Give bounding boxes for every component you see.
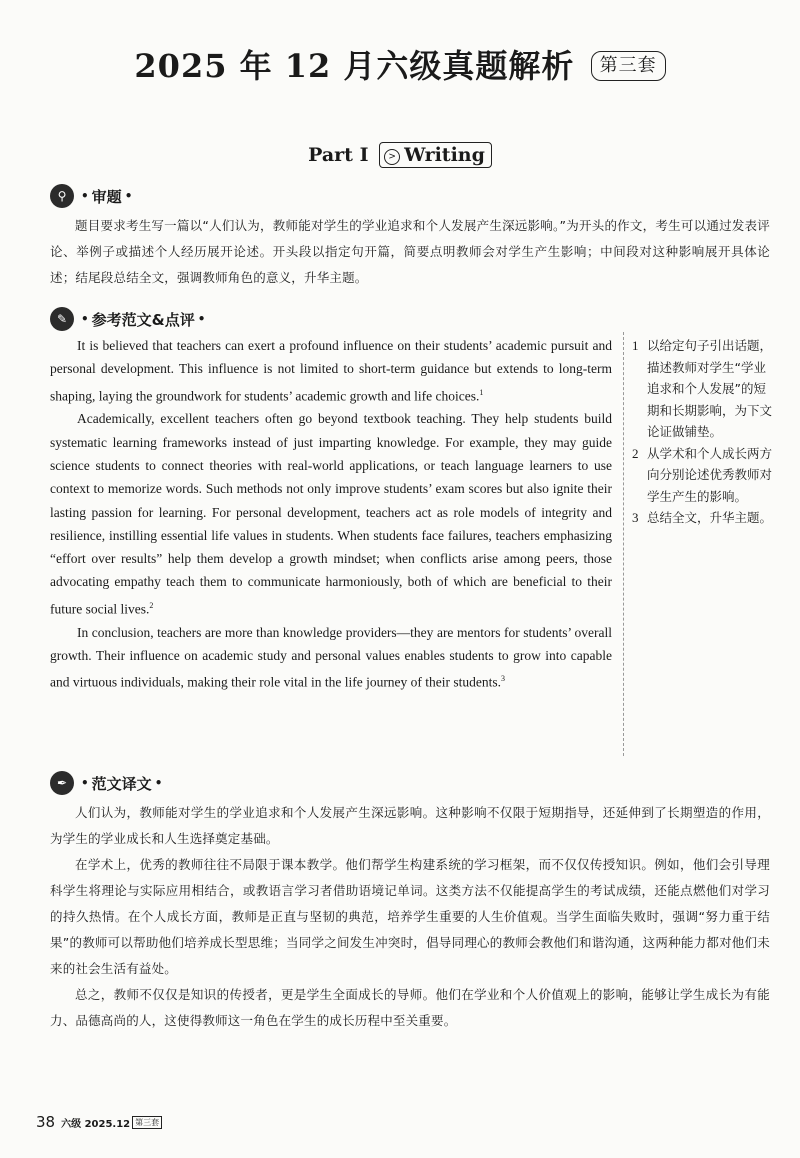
pencil-icon: ✎: [50, 307, 74, 331]
note-marker-1: 1: [479, 387, 484, 397]
notes-divider: [623, 332, 624, 756]
page-title: [0, 44, 800, 88]
page-footer: [36, 1113, 162, 1131]
part-name-box: [379, 142, 492, 168]
essay-paragraph-2: Academically, excellent teachers often go beyond textbook teaching. They help students build systematic learning frameworks instead of just imparting knowledge. For example, they may guide science students to connect theories with real-world applications, or teach language learners to use context to memorize words. Such methods not only improve students’ exam scores but also ignite their lasting passion for learning. For personal development, teachers act as role models of integrity and resilience, instilling essential life values in students. When students face failures, teachers emphasizing “effort over results” help them develop a growth mindset; when conflicts arise among peers, those advocating empathy teach them to communicate harmoniously, both of which are beneficial to their future social lives.$^2$: [50, 411, 612, 617]
section-label-yiwen: 范文译文: [91, 774, 152, 793]
note-1: 1 以给定句子引出话题，描述教师对学生“学业追求和个人发展”的短期和长期影响，为下文论证做铺垫。: [632, 338, 773, 439]
translation-paragraph-2: 在学术上，优秀的教师往往不局限于课本教学。他们帮学生构建系统的学习框架，而不仅仅传授知识。例如，他们会引导理科学生将理论与实际应用相结合，或教语言学习者借助语境记单词。这类方法不仅能提高学生的考试成绩，还能点燃他们对学习的持久热情。在个人成长方面，教师是正直与坚韧的典范，培养学生重要的人生价值观。当学生面临失败时，强调“努力重于结果”的教师可以帮助他们培养成长型思维；当同学之间发生冲突时，倡导同理心的教师会教他们和谐沟通，这两种能力都对他们未来的社会生活有益处。: [50, 857, 770, 976]
note-2: 2 从学术和个人成长两方向分别论述优秀教师对学生产生的影响。: [632, 445, 773, 504]
section-heading-shenti: ⚲ • 审题 •: [50, 183, 135, 209]
shenti-paragraph: 题目要求考生写一篇以“人们认为，教师能对学生的学业追求和个人发展产生深远影响。”为开头的作文，考生可以通过发表评论、举例子或描述个人经历展开论述。开头段以指定句开篇，简要点明教师会对学生产生影响；中间段对这种影响展开具体论述；结尾段总结全文，强调教师角色的意义，升华主题。: [50, 218, 770, 285]
chevron-right-icon: >: [384, 149, 400, 165]
part-heading: [0, 141, 800, 169]
part-label: Part I: [308, 144, 369, 166]
translation-text: [50, 800, 770, 1034]
essay-paragraph-1: It is believed that teachers can exert a profound influence on their students’ academic pursuit and personal development. This influence is not limited to short-term guidance but extends to long-term shaping, laying the groundwork for students’ academic growth and life choices.$^1$: [50, 338, 612, 404]
section-label-fanwen: 参考范文&点评: [91, 310, 195, 329]
translation-paragraph-3: 总之，教师不仅仅是知识的传授者，更是学生全面成长的导师。他们在学业和个人价值观上的影响，能够让学生成长为有能力、品德高尚的人，这使得教师这一角色在学生的成长历程中至关重要。: [50, 987, 770, 1028]
note-marker-2: 2: [149, 600, 154, 610]
page-number: 38: [36, 1113, 56, 1131]
note-3: 3 总结全文，升华主题。: [632, 510, 773, 525]
quill-icon: ✒: [50, 771, 74, 795]
set-badge: 第三套: [591, 51, 666, 81]
section-label-shenti: 审题: [91, 187, 122, 206]
footer-set-badge: 第三套: [132, 1116, 162, 1129]
commentary-notes: [632, 335, 772, 529]
essay-paragraph-3: In conclusion, teachers are more than knowledge providers—they are mentors for students’ overall growth. Their influence on academic study and personal values enables students to grow into capable and virtuous individuals, making their role vital in the life journey of their students.$^3$: [50, 624, 612, 690]
page-title-text: 2025 年 12 月六级真题解析: [134, 47, 575, 85]
note-marker-3: 3: [501, 674, 506, 684]
shenti-text: [50, 213, 770, 291]
magnifier-icon: ⚲: [50, 184, 74, 208]
translation-paragraph-1: 人们认为，教师能对学生的学业追求和个人发展产生深远影响。这种影响不仅限于短期指导，还延伸到了长期塑造的作用，为学生的学业成长和人生选择奠定基础。: [50, 805, 770, 846]
part-name: Writing: [404, 144, 485, 166]
sample-essay: [50, 334, 612, 694]
footer-info: 六级 2025.12: [61, 1118, 131, 1130]
section-heading-yiwen: ✒ • 范文译文 •: [50, 770, 165, 796]
section-heading-fanwen: ✎ • 参考范文&点评 •: [50, 306, 208, 332]
